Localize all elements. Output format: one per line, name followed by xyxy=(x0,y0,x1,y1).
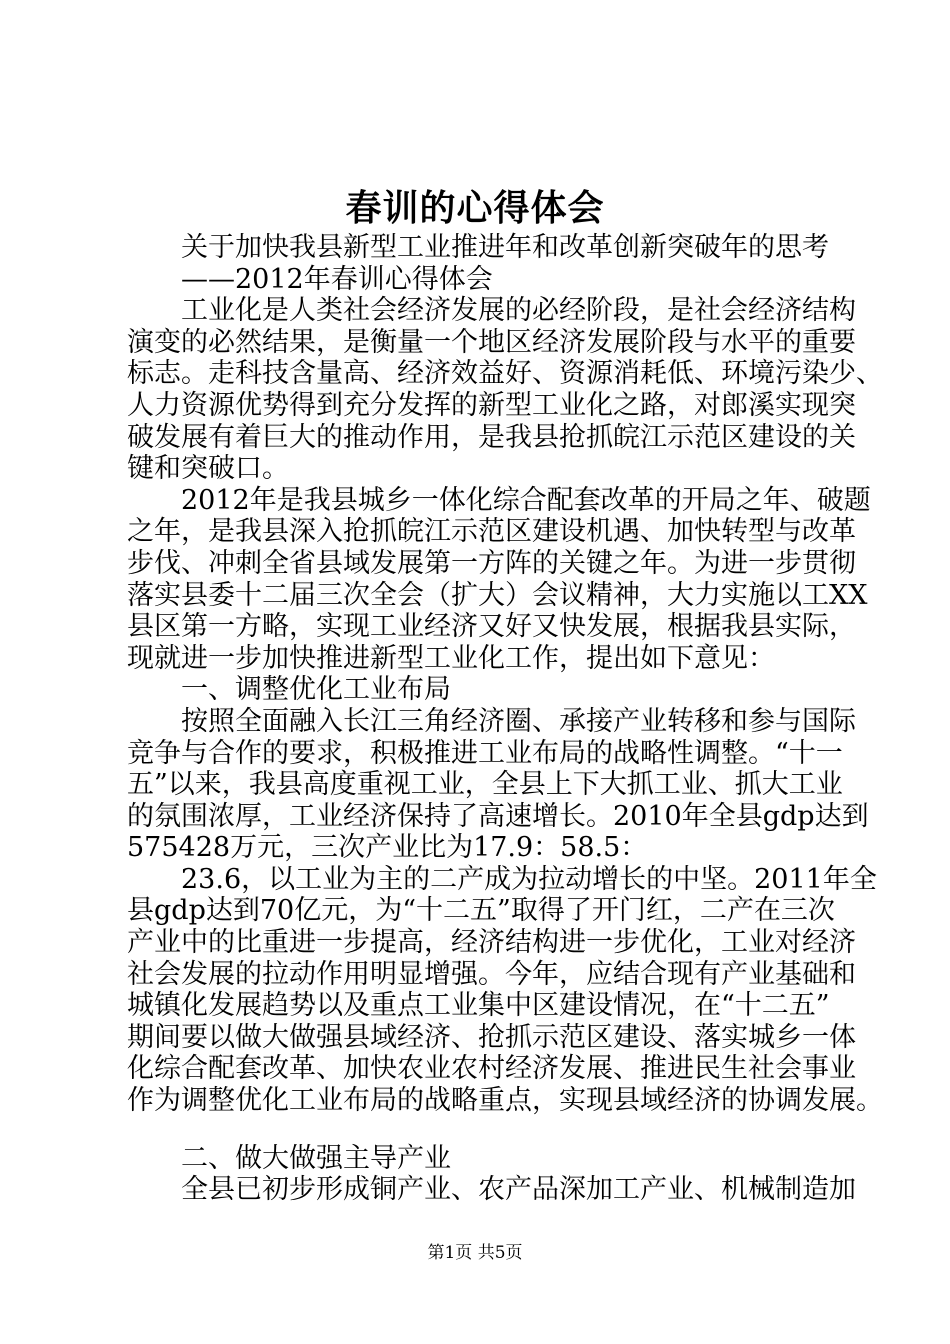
text-line: 期间要以做大做强县域经济、抢抓示范区建设、落实城乡一体 xyxy=(127,1021,856,1053)
document-body xyxy=(127,232,883,1206)
text-line: 县区第一方略，实现工业经济又好又快发展，根据我县实际， xyxy=(127,611,856,643)
text-line: 人力资源优势得到充分发挥的新型工业化之路，对郎溪实现突 xyxy=(127,389,856,421)
text-line: 竞争与合作的要求，积极推进工业布局的战略性调整。“十一 xyxy=(127,737,843,769)
text-line: 步伐、冲刺全省县域发展第一方阵的关键之年。为进一步贯彻 xyxy=(127,547,856,579)
text-line: 破发展有着巨大的推动作用，是我县抢抓皖江示范区建设的关 xyxy=(127,421,856,453)
text-line: 的氛围浓厚，工业经济保持了高速增长。2010年全县gdp达到 xyxy=(127,800,869,832)
text-line: 工业化是人类社会经济发展的必经阶段，是社会经济结构 xyxy=(181,295,856,327)
text-line: 一、调整优化工业布局 xyxy=(181,674,451,706)
text-line: 二、做大做强主导产业 xyxy=(181,1142,451,1174)
text-line: ——2012年春训心得体会 xyxy=(181,263,493,295)
text-line: 五”以来，我县高度重视工业，全县上下大抓工业、抓大工业 xyxy=(127,769,843,801)
text-line: 23.6，以工业为主的二产成为拉动增长的中坚。2011年全 xyxy=(181,863,877,895)
page-footer: 第1页 共5页 xyxy=(427,1243,523,1263)
text-line: 之年，是我县深入抢抓皖江示范区建设机遇、加快转型与改革 xyxy=(127,516,856,548)
text-line: 全县已初步形成铜产业、农产品深加工产业、机械制造加 xyxy=(181,1174,856,1206)
text-line: 产业中的比重进一步提高，经济结构进一步优化，工业对经济 xyxy=(127,927,856,959)
text-line: 键和突破口。 xyxy=(127,453,289,485)
text-line: 城镇化发展趋势以及重点工业集中区建设情况，在“十二五” xyxy=(127,990,830,1022)
text-line: 演变的必然结果，是衡量一个地区经济发展阶段与水平的重要 xyxy=(127,326,856,358)
text-line: 化综合配套改革、加快农业农村经济发展、推进民生社会事业 xyxy=(127,1053,856,1085)
text-line: 县gdp达到70亿元，为“十二五”取得了开门红，二产在三次 xyxy=(127,895,835,927)
text-line: 按照全面融入长江三角经济圈、承接产业转移和参与国际 xyxy=(181,705,856,737)
text-line: 社会发展的拉动作用明显增强。今年，应结合现有产业基础和 xyxy=(127,958,856,990)
text-line: 2012年是我县城乡一体化综合配套改革的开局之年、破题 xyxy=(181,484,871,516)
text-line: 现就进一步加快推进新型工业化工作，提出如下意见： xyxy=(127,642,775,674)
paragraph-gap xyxy=(127,1117,827,1143)
text-line: 标志。走科技含量高、经济效益好、资源消耗低、环境污染少、 xyxy=(127,358,883,390)
text-line: 落实县委十二届三次全会（扩大）会议精神，大力实施以工XX xyxy=(127,579,868,611)
text-line: 作为调整优化工业布局的战略重点，实现县域经济的协调发展。 xyxy=(127,1085,883,1117)
page-title: 春训的心得体会 xyxy=(345,187,605,229)
text-line: 关于加快我县新型工业推进年和改革创新突破年的思考 xyxy=(181,232,829,263)
text-line: 575428万元，三次产业比为17.9：58.5： xyxy=(127,832,648,864)
